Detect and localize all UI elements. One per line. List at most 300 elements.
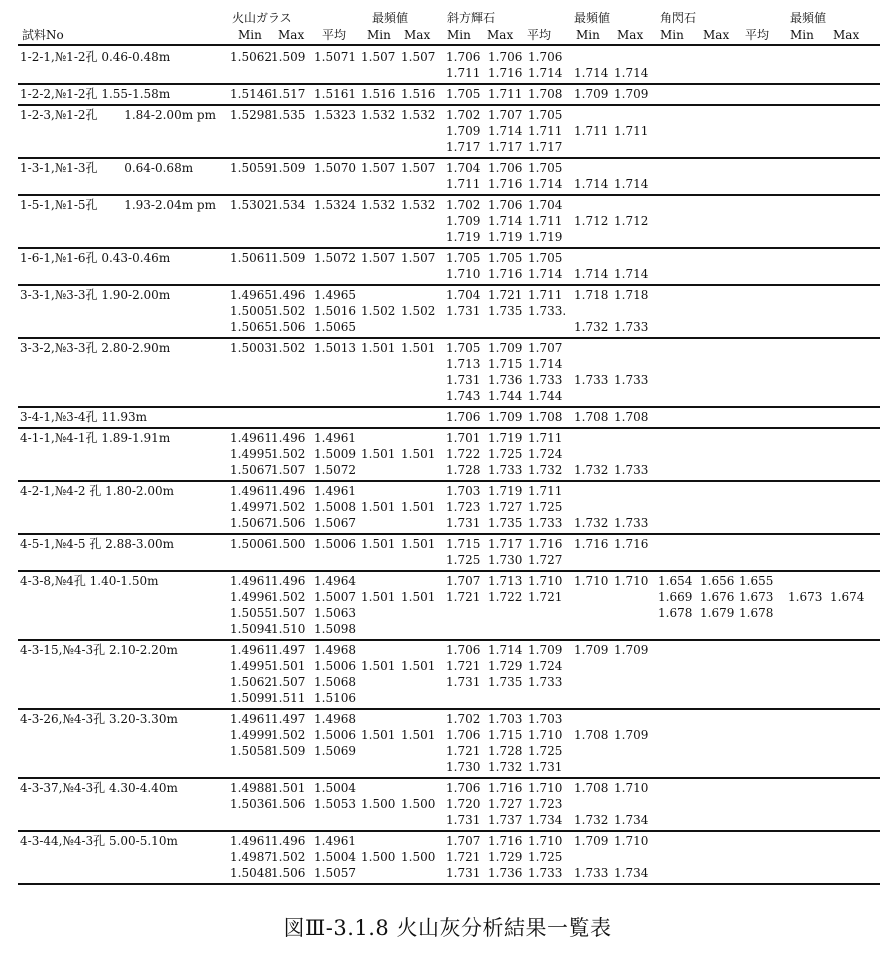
glass-value: 1.5324 bbox=[314, 198, 356, 212]
glass-mode-min: 1.501 bbox=[361, 341, 396, 355]
glass-mode-min: 1.501 bbox=[361, 728, 396, 742]
opx-mode-min: 1.714 bbox=[574, 177, 609, 191]
opx-mode-min: 1.714 bbox=[574, 267, 609, 281]
opx-mode-min: 1.709 bbox=[574, 643, 609, 657]
opx-mode-min: 1.714 bbox=[574, 66, 609, 80]
opx-value: 1.725 bbox=[488, 447, 523, 461]
opx-mode-max: 1.711 bbox=[614, 124, 649, 138]
opx-value: 1.703 bbox=[528, 712, 563, 726]
glass-value: 1.4995 bbox=[230, 447, 272, 461]
glass-value: 1.5061 bbox=[230, 251, 272, 265]
row-separator bbox=[18, 570, 880, 572]
glass-value: 1.4995 bbox=[230, 659, 272, 673]
opx-value: 1.711 bbox=[488, 87, 523, 101]
glass-mode-max: 1.507 bbox=[401, 50, 436, 64]
glass-value: 1.5059 bbox=[230, 161, 272, 175]
glass-value: 1.5055 bbox=[230, 606, 272, 620]
opx-value: 1.735 bbox=[488, 675, 523, 689]
opx-value: 1.701 bbox=[446, 431, 481, 445]
glass-value: 1.5062 bbox=[230, 675, 272, 689]
opx-value: 1.705 bbox=[488, 251, 523, 265]
glass-value: 1.506 bbox=[271, 516, 306, 530]
opx-value: 1.714 bbox=[488, 124, 523, 138]
glass-value: 1.5004 bbox=[314, 781, 356, 795]
glass-mode-max: 1.501 bbox=[401, 500, 436, 514]
opx-mode-min: 1.716 bbox=[574, 537, 609, 551]
opx-value: 1.719 bbox=[528, 230, 563, 244]
opx-value: 1.734 bbox=[528, 813, 563, 827]
column-header: Max bbox=[833, 28, 860, 42]
glass-value: 1.5062 bbox=[230, 50, 272, 64]
glass-value: 1.5065 bbox=[314, 320, 356, 334]
group-header: 角閃石 bbox=[660, 11, 697, 25]
glass-value: 1.5013 bbox=[314, 341, 356, 355]
opx-value: 1.730 bbox=[446, 760, 481, 774]
glass-mode-max: 1.507 bbox=[401, 251, 436, 265]
column-header: Max bbox=[487, 28, 514, 42]
opx-value: 1.706 bbox=[446, 643, 481, 657]
glass-value: 1.496 bbox=[271, 834, 306, 848]
opx-value: 1.735 bbox=[488, 304, 523, 318]
glass-value: 1.502 bbox=[271, 304, 306, 318]
glass-value: 1.5005 bbox=[230, 304, 272, 318]
opx-value: 1.744 bbox=[528, 389, 563, 403]
sample-id: 3-4-1,№3-4孔 11.93m bbox=[20, 410, 148, 424]
opx-value: 1.731 bbox=[446, 813, 481, 827]
opx-value: 1.731 bbox=[446, 675, 481, 689]
hornblende-value: 1.654 bbox=[658, 574, 693, 588]
sample-id: 4-3-8,№4孔 1.40-1.50m bbox=[20, 574, 159, 588]
glass-value: 1.4961 bbox=[230, 574, 272, 588]
glass-value: 1.506 bbox=[271, 797, 306, 811]
opx-value: 1.709 bbox=[446, 124, 481, 138]
glass-mode-min: 1.507 bbox=[361, 50, 396, 64]
row-separator bbox=[18, 337, 880, 339]
hornblende-value: 1.678 bbox=[658, 606, 693, 620]
opx-value: 1.727 bbox=[488, 797, 523, 811]
opx-value: 1.737 bbox=[488, 813, 523, 827]
opx-value: 1.729 bbox=[488, 659, 523, 673]
opx-value: 1.706 bbox=[446, 728, 481, 742]
opx-value: 1.725 bbox=[528, 500, 563, 514]
opx-value: 1.724 bbox=[528, 447, 563, 461]
column-header: Min bbox=[447, 28, 471, 42]
opx-value: 1.703 bbox=[446, 484, 481, 498]
opx-mode-max: 1.712 bbox=[614, 214, 649, 228]
glass-value: 1.502 bbox=[271, 447, 306, 461]
glass-value: 1.507 bbox=[271, 463, 306, 477]
opx-value: 1.716 bbox=[488, 177, 523, 191]
glass-value: 1.5302 bbox=[230, 198, 272, 212]
opx-value: 1.707 bbox=[446, 834, 481, 848]
glass-value: 1.4961 bbox=[230, 431, 272, 445]
sample-id: 4-3-26,№4-3孔 3.20-3.30m bbox=[20, 712, 178, 726]
glass-value: 1.497 bbox=[271, 643, 306, 657]
glass-mode-max: 1.501 bbox=[401, 590, 436, 604]
opx-value: 1.707 bbox=[488, 108, 523, 122]
opx-value: 1.724 bbox=[528, 659, 563, 673]
opx-value: 1.720 bbox=[446, 797, 481, 811]
opx-value: 1.725 bbox=[446, 553, 481, 567]
glass-value: 1.497 bbox=[271, 712, 306, 726]
glass-mode-min: 1.532 bbox=[361, 198, 396, 212]
opx-value: 1.706 bbox=[446, 781, 481, 795]
opx-value: 1.733 bbox=[488, 463, 523, 477]
glass-value: 1.535 bbox=[271, 108, 306, 122]
row-separator bbox=[18, 480, 880, 482]
opx-value: 1.710 bbox=[446, 267, 481, 281]
column-header: Min bbox=[660, 28, 684, 42]
glass-value: 1.510 bbox=[271, 622, 306, 636]
glass-mode-max: 1.501 bbox=[401, 537, 436, 551]
opx-value: 1.716 bbox=[488, 781, 523, 795]
opx-value: 1.725 bbox=[528, 744, 563, 758]
glass-value: 1.5006 bbox=[314, 728, 356, 742]
opx-value: 1.706 bbox=[446, 410, 481, 424]
opx-value: 1.704 bbox=[446, 161, 481, 175]
glass-value: 1.507 bbox=[271, 606, 306, 620]
glass-value: 1.5146 bbox=[230, 87, 272, 101]
opx-value: 1.711 bbox=[528, 214, 563, 228]
hornblende-value: 1.676 bbox=[700, 590, 735, 604]
opx-mode-max: 1.734 bbox=[614, 813, 649, 827]
glass-value: 1.509 bbox=[271, 161, 306, 175]
opx-value: 1.706 bbox=[528, 50, 563, 64]
opx-value: 1.715 bbox=[488, 728, 523, 742]
glass-mode-min: 1.507 bbox=[361, 251, 396, 265]
opx-value: 1.728 bbox=[488, 744, 523, 758]
glass-value: 1.496 bbox=[271, 431, 306, 445]
glass-value: 1.4961 bbox=[314, 484, 356, 498]
opx-value: 1.725 bbox=[528, 850, 563, 864]
opx-value: 1.705 bbox=[446, 251, 481, 265]
opx-mode-max: 1.710 bbox=[614, 834, 649, 848]
opx-value: 1.702 bbox=[446, 712, 481, 726]
glass-mode-max: 1.500 bbox=[401, 797, 436, 811]
glass-value: 1.509 bbox=[271, 251, 306, 265]
row-separator bbox=[18, 406, 880, 408]
hornblende-value: 1.655 bbox=[739, 574, 774, 588]
opx-mode-min: 1.709 bbox=[574, 834, 609, 848]
glass-value: 1.5068 bbox=[314, 675, 356, 689]
opx-value: 1.721 bbox=[446, 744, 481, 758]
opx-value: 1.713 bbox=[446, 357, 481, 371]
glass-value: 1.4988 bbox=[230, 781, 272, 795]
glass-value: 1.496 bbox=[271, 288, 306, 302]
opx-mode-max: 1.714 bbox=[614, 267, 649, 281]
opx-mode-min: 1.733 bbox=[574, 373, 609, 387]
opx-mode-max: 1.718 bbox=[614, 288, 649, 302]
opx-mode-max: 1.710 bbox=[614, 574, 649, 588]
glass-value: 1.5298 bbox=[230, 108, 272, 122]
glass-value: 1.496 bbox=[271, 574, 306, 588]
opx-value: 1.744 bbox=[488, 389, 523, 403]
opx-value: 1.714 bbox=[528, 66, 563, 80]
glass-mode-max: 1.516 bbox=[401, 87, 436, 101]
opx-mode-min: 1.708 bbox=[574, 728, 609, 742]
glass-value: 1.5003 bbox=[230, 341, 272, 355]
opx-value: 1.705 bbox=[528, 108, 563, 122]
column-header: 平均 bbox=[745, 28, 770, 42]
opx-value: 1.713 bbox=[488, 574, 523, 588]
glass-mode-max: 1.501 bbox=[401, 447, 436, 461]
sample-id: 4-2-1,№4-2 孔 1.80-2.00m bbox=[20, 484, 175, 498]
opx-value: 1.705 bbox=[528, 251, 563, 265]
opx-value: 1.717 bbox=[528, 140, 563, 154]
opx-value: 1.723 bbox=[446, 500, 481, 514]
glass-value: 1.5036 bbox=[230, 797, 272, 811]
group-header: 火山ガラス bbox=[232, 11, 292, 25]
glass-value: 1.5006 bbox=[314, 659, 356, 673]
opx-value: 1.702 bbox=[446, 108, 481, 122]
opx-mode-min: 1.712 bbox=[574, 214, 609, 228]
opx-mode-max: 1.709 bbox=[614, 728, 649, 742]
group-header: 最頻値 bbox=[790, 11, 827, 25]
sample-id: 1-5-1,№1-5孔 1.93-2.04m pm bbox=[20, 198, 216, 212]
opx-value: 1.723 bbox=[528, 797, 563, 811]
glass-mode-min: 1.532 bbox=[361, 108, 396, 122]
glass-value: 1.509 bbox=[271, 744, 306, 758]
glass-value: 1.4968 bbox=[314, 643, 356, 657]
column-header: Max bbox=[278, 28, 305, 42]
row-separator bbox=[18, 284, 880, 286]
row-separator bbox=[18, 157, 880, 159]
glass-value: 1.5067 bbox=[314, 516, 356, 530]
sample-id: 1-2-3,№1-2孔 1.84-2.00m pm bbox=[20, 108, 216, 122]
opx-value: 1.711 bbox=[446, 177, 481, 191]
hornblende-mode-min: 1.673 bbox=[788, 590, 823, 604]
glass-value: 1.4996 bbox=[230, 590, 272, 604]
opx-mode-min: 1.718 bbox=[574, 288, 609, 302]
sample-id: 4-1-1,№4-1孔 1.89-1.91m bbox=[20, 431, 171, 445]
opx-value: 1.714 bbox=[528, 267, 563, 281]
glass-mode-max: 1.532 bbox=[401, 198, 436, 212]
glass-mode-max: 1.501 bbox=[401, 728, 436, 742]
row-separator bbox=[18, 83, 880, 85]
glass-value: 1.5009 bbox=[314, 447, 356, 461]
opx-value: 1.733 bbox=[528, 866, 563, 880]
glass-value: 1.511 bbox=[271, 691, 306, 705]
column-header: 平均 bbox=[527, 28, 552, 42]
opx-value: 1.709 bbox=[488, 410, 523, 424]
opx-mode-min: 1.710 bbox=[574, 574, 609, 588]
glass-mode-min: 1.500 bbox=[361, 797, 396, 811]
glass-value: 1.5065 bbox=[230, 320, 272, 334]
glass-value: 1.4997 bbox=[230, 500, 272, 514]
opx-value: 1.709 bbox=[488, 341, 523, 355]
opx-mode-min: 1.708 bbox=[574, 781, 609, 795]
opx-value: 1.717 bbox=[488, 537, 523, 551]
glass-mode-min: 1.501 bbox=[361, 659, 396, 673]
glass-value: 1.500 bbox=[271, 537, 306, 551]
opx-value: 1.719 bbox=[488, 431, 523, 445]
opx-value: 1.732 bbox=[528, 463, 563, 477]
glass-mode-min: 1.501 bbox=[361, 447, 396, 461]
opx-mode-max: 1.708 bbox=[614, 410, 649, 424]
column-header: Max bbox=[617, 28, 644, 42]
opx-value: 1.717 bbox=[446, 140, 481, 154]
opx-value: 1.743 bbox=[446, 389, 481, 403]
opx-value: 1.709 bbox=[446, 214, 481, 228]
opx-value: 1.705 bbox=[446, 87, 481, 101]
opx-value: 1.727 bbox=[488, 500, 523, 514]
glass-value: 1.502 bbox=[271, 590, 306, 604]
opx-value: 1.706 bbox=[446, 50, 481, 64]
glass-mode-min: 1.507 bbox=[361, 161, 396, 175]
sample-id: 4-3-15,№4-3孔 2.10-2.20m bbox=[20, 643, 178, 657]
opx-mode-max: 1.733 bbox=[614, 373, 649, 387]
row-separator bbox=[18, 194, 880, 196]
column-header: Min bbox=[576, 28, 600, 42]
glass-value: 1.502 bbox=[271, 728, 306, 742]
column-header: Min bbox=[238, 28, 262, 42]
row-separator bbox=[18, 247, 880, 249]
opx-value: 1.702 bbox=[446, 198, 481, 212]
glass-value: 1.4961 bbox=[314, 431, 356, 445]
opx-value: 1.714 bbox=[488, 643, 523, 657]
glass-value: 1.5067 bbox=[230, 516, 272, 530]
glass-value: 1.502 bbox=[271, 341, 306, 355]
opx-value: 1.706 bbox=[488, 198, 523, 212]
header-rule bbox=[18, 44, 880, 46]
glass-mode-max: 1.532 bbox=[401, 108, 436, 122]
opx-value: 1.708 bbox=[528, 410, 563, 424]
opx-value: 1.714 bbox=[488, 214, 523, 228]
group-header: 最頻値 bbox=[574, 11, 611, 25]
group-header: 最頻値 bbox=[372, 11, 409, 25]
opx-value: 1.707 bbox=[528, 341, 563, 355]
glass-value: 1.4987 bbox=[230, 850, 272, 864]
row-separator bbox=[18, 830, 880, 832]
glass-value: 1.4999 bbox=[230, 728, 272, 742]
glass-value: 1.5069 bbox=[314, 744, 356, 758]
row-separator bbox=[18, 427, 880, 429]
opx-mode-max: 1.716 bbox=[614, 537, 649, 551]
glass-mode-min: 1.501 bbox=[361, 590, 396, 604]
opx-value: 1.733. bbox=[528, 304, 567, 318]
row-separator bbox=[18, 883, 880, 885]
glass-value: 1.5058 bbox=[230, 744, 272, 758]
opx-value: 1.711 bbox=[528, 484, 563, 498]
glass-mode-min: 1.516 bbox=[361, 87, 396, 101]
opx-value: 1.711 bbox=[528, 288, 563, 302]
hornblende-value: 1.656 bbox=[700, 574, 735, 588]
sample-id: 3-3-1,№3-3孔 1.90-2.00m bbox=[20, 288, 171, 302]
glass-value: 1.4961 bbox=[230, 834, 272, 848]
column-header: Min bbox=[367, 28, 391, 42]
sample-id: 4-3-37,№4-3孔 4.30-4.40m bbox=[20, 781, 178, 795]
opx-mode-min: 1.732 bbox=[574, 516, 609, 530]
glass-value: 1.5067 bbox=[230, 463, 272, 477]
glass-value: 1.501 bbox=[271, 659, 306, 673]
glass-value: 1.5016 bbox=[314, 304, 356, 318]
opx-value: 1.729 bbox=[488, 850, 523, 864]
opx-value: 1.733 bbox=[528, 373, 563, 387]
glass-value: 1.5072 bbox=[314, 251, 356, 265]
opx-value: 1.733 bbox=[528, 675, 563, 689]
opx-value: 1.710 bbox=[528, 781, 563, 795]
opx-value: 1.735 bbox=[488, 516, 523, 530]
opx-value: 1.731 bbox=[446, 304, 481, 318]
glass-value: 1.5161 bbox=[314, 87, 356, 101]
glass-value: 1.5072 bbox=[314, 463, 356, 477]
glass-mode-max: 1.501 bbox=[401, 659, 436, 673]
opx-value: 1.709 bbox=[528, 643, 563, 657]
glass-value: 1.4968 bbox=[314, 712, 356, 726]
opx-value: 1.716 bbox=[488, 834, 523, 848]
glass-value: 1.5048 bbox=[230, 866, 272, 880]
opx-mode-max: 1.714 bbox=[614, 177, 649, 191]
column-header: Min bbox=[790, 28, 814, 42]
glass-value: 1.517 bbox=[271, 87, 306, 101]
opx-value: 1.704 bbox=[446, 288, 481, 302]
opx-value: 1.721 bbox=[446, 850, 481, 864]
opx-value: 1.708 bbox=[528, 87, 563, 101]
glass-value: 1.5071 bbox=[314, 50, 356, 64]
sample-id: 1-2-1,№1-2孔 0.46-0.48m bbox=[20, 50, 171, 64]
sample-id: 4-3-44,№4-3孔 5.00-5.10m bbox=[20, 834, 178, 848]
glass-value: 1.502 bbox=[271, 850, 306, 864]
row-separator bbox=[18, 777, 880, 779]
glass-value: 1.5099 bbox=[230, 691, 272, 705]
glass-value: 1.4961 bbox=[230, 484, 272, 498]
opx-mode-min: 1.708 bbox=[574, 410, 609, 424]
opx-value: 1.710 bbox=[528, 728, 563, 742]
opx-mode-min: 1.732 bbox=[574, 320, 609, 334]
opx-mode-max: 1.734 bbox=[614, 866, 649, 880]
glass-value: 1.4961 bbox=[230, 712, 272, 726]
glass-mode-max: 1.502 bbox=[401, 304, 436, 318]
opx-value: 1.716 bbox=[528, 537, 563, 551]
hornblende-value: 1.669 bbox=[658, 590, 693, 604]
glass-value: 1.5004 bbox=[314, 850, 356, 864]
glass-value: 1.4965 bbox=[230, 288, 272, 302]
opx-value: 1.705 bbox=[446, 341, 481, 355]
opx-value: 1.719 bbox=[446, 230, 481, 244]
glass-value: 1.507 bbox=[271, 675, 306, 689]
opx-value: 1.706 bbox=[488, 50, 523, 64]
column-header: Max bbox=[404, 28, 431, 42]
glass-value: 1.502 bbox=[271, 500, 306, 514]
opx-value: 1.721 bbox=[446, 659, 481, 673]
hornblende-value: 1.678 bbox=[739, 606, 774, 620]
glass-mode-min: 1.500 bbox=[361, 850, 396, 864]
opx-value: 1.722 bbox=[488, 590, 523, 604]
glass-value: 1.5323 bbox=[314, 108, 356, 122]
opx-mode-min: 1.709 bbox=[574, 87, 609, 101]
opx-mode-min: 1.711 bbox=[574, 124, 609, 138]
glass-mode-max: 1.500 bbox=[401, 850, 436, 864]
column-header: 平均 bbox=[322, 28, 347, 42]
opx-value: 1.731 bbox=[528, 760, 563, 774]
row-separator bbox=[18, 533, 880, 535]
sample-id: 4-5-1,№4-5 孔 2.88-3.00m bbox=[20, 537, 175, 551]
glass-value: 1.4961 bbox=[314, 834, 356, 848]
opx-value: 1.710 bbox=[528, 574, 563, 588]
group-header: 斜方輝石 bbox=[447, 11, 496, 25]
opx-mode-max: 1.733 bbox=[614, 463, 649, 477]
opx-mode-max: 1.710 bbox=[614, 781, 649, 795]
opx-value: 1.731 bbox=[446, 373, 481, 387]
column-header: Max bbox=[703, 28, 730, 42]
opx-value: 1.710 bbox=[528, 834, 563, 848]
opx-mode-max: 1.733 bbox=[614, 320, 649, 334]
glass-value: 1.4961 bbox=[230, 643, 272, 657]
glass-value: 1.496 bbox=[271, 484, 306, 498]
opx-value: 1.721 bbox=[528, 590, 563, 604]
opx-mode-min: 1.732 bbox=[574, 463, 609, 477]
opx-value: 1.719 bbox=[488, 484, 523, 498]
